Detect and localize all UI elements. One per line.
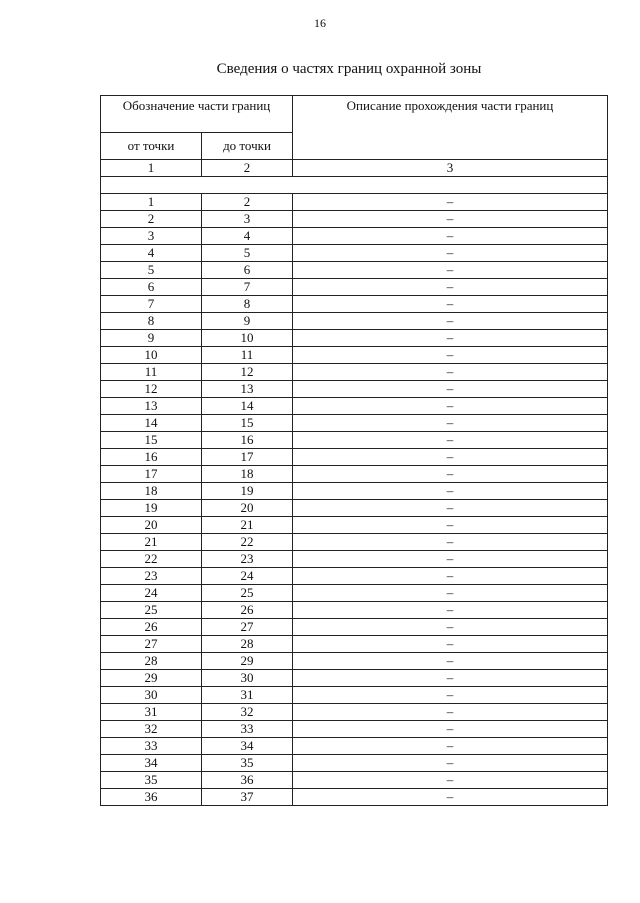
table-row (101, 551, 608, 568)
description-cell: – (293, 347, 608, 364)
table-row (101, 228, 608, 245)
from-point-cell: 8 (101, 313, 202, 330)
to-point-cell: 35 (202, 755, 293, 772)
description-cell: – (293, 245, 608, 262)
from-point-cell: 26 (101, 619, 202, 636)
description-cell: – (293, 517, 608, 534)
from-point-cell: 22 (101, 551, 202, 568)
to-point-cell: 37 (202, 789, 293, 806)
to-point-cell: 16 (202, 432, 293, 449)
description-cell: – (293, 194, 608, 211)
from-point-cell: 29 (101, 670, 202, 687)
to-point-cell: 32 (202, 704, 293, 721)
description-cell: – (293, 296, 608, 313)
description-cell: – (293, 381, 608, 398)
table-row (101, 466, 608, 483)
table-row (101, 619, 608, 636)
header-row-numbers (101, 160, 608, 177)
from-point-cell: 35 (101, 772, 202, 789)
description-cell: – (293, 704, 608, 721)
table-row (101, 245, 608, 262)
description-cell: – (293, 653, 608, 670)
to-point-cell: 26 (202, 602, 293, 619)
from-point-cell: 7 (101, 296, 202, 313)
description-cell: – (293, 262, 608, 279)
table-row (101, 432, 608, 449)
to-point-cell: 25 (202, 585, 293, 602)
table-row (101, 313, 608, 330)
to-point-cell: 15 (202, 415, 293, 432)
column-number-1: 1 (101, 160, 202, 177)
group-label-row (101, 177, 608, 194)
from-point-cell: 18 (101, 483, 202, 500)
from-point-cell: 23 (101, 568, 202, 585)
to-point-cell: 6 (202, 262, 293, 279)
to-point-cell: 4 (202, 228, 293, 245)
to-point-cell: 33 (202, 721, 293, 738)
description-cell: – (293, 500, 608, 517)
to-point-cell: 24 (202, 568, 293, 585)
from-point-cell: 6 (101, 279, 202, 296)
group-label (101, 177, 608, 194)
to-point-cell: 20 (202, 500, 293, 517)
table-row (101, 211, 608, 228)
table-row (101, 636, 608, 653)
table-row (101, 602, 608, 619)
column-number-2: 2 (202, 160, 293, 177)
table-row (101, 330, 608, 347)
column-number-3: 3 (293, 160, 608, 177)
to-point-cell: 36 (202, 772, 293, 789)
from-point-cell: 4 (101, 245, 202, 262)
table-row (101, 721, 608, 738)
table-row (101, 585, 608, 602)
to-point-cell: 9 (202, 313, 293, 330)
description-cell: – (293, 228, 608, 245)
from-point-cell: 19 (101, 500, 202, 517)
table-row (101, 483, 608, 500)
description-cell: – (293, 211, 608, 228)
from-point-cell: 16 (101, 449, 202, 466)
description-cell: – (293, 738, 608, 755)
to-point-cell: 2 (202, 194, 293, 211)
from-point-cell: 9 (101, 330, 202, 347)
to-point-cell: 34 (202, 738, 293, 755)
page-number: 16 (314, 16, 326, 30)
from-point-cell: 10 (101, 347, 202, 364)
from-point-cell: 20 (101, 517, 202, 534)
to-point-cell: 18 (202, 466, 293, 483)
table-row (101, 517, 608, 534)
to-point-cell: 23 (202, 551, 293, 568)
description-cell: – (293, 466, 608, 483)
table-row (101, 772, 608, 789)
table-row (101, 262, 608, 279)
table-row (101, 687, 608, 704)
table-row (101, 789, 608, 806)
from-point-cell: 11 (101, 364, 202, 381)
description-cell: – (293, 330, 608, 347)
from-point-cell: 31 (101, 704, 202, 721)
table-row (101, 704, 608, 721)
table-row (101, 653, 608, 670)
to-point-cell: 27 (202, 619, 293, 636)
table-row (101, 194, 608, 211)
table-row (101, 398, 608, 415)
table-row (101, 738, 608, 755)
to-point-cell: 17 (202, 449, 293, 466)
description-cell: – (293, 551, 608, 568)
header-description: Описание прохождения части границ (293, 96, 608, 160)
from-point-cell: 2 (101, 211, 202, 228)
to-point-cell: 13 (202, 381, 293, 398)
description-cell: – (293, 636, 608, 653)
from-point-cell: 13 (101, 398, 202, 415)
description-cell: – (293, 415, 608, 432)
description-cell: – (293, 721, 608, 738)
from-point-cell: 33 (101, 738, 202, 755)
from-point-cell: 25 (101, 602, 202, 619)
description-cell: – (293, 279, 608, 296)
to-point-cell: 14 (202, 398, 293, 415)
description-cell: – (293, 432, 608, 449)
description-cell: – (293, 313, 608, 330)
to-point-cell: 28 (202, 636, 293, 653)
description-cell: – (293, 755, 608, 772)
table-row (101, 415, 608, 432)
description-cell: – (293, 483, 608, 500)
from-point-cell: 24 (101, 585, 202, 602)
header-row-main (101, 96, 608, 133)
to-point-cell: 8 (202, 296, 293, 313)
header-to-point: до точки (202, 133, 293, 160)
table-row (101, 347, 608, 364)
description-cell: – (293, 789, 608, 806)
to-point-cell: 11 (202, 347, 293, 364)
table-row (101, 381, 608, 398)
description-cell: – (293, 602, 608, 619)
table-row (101, 296, 608, 313)
description-cell: – (293, 398, 608, 415)
table-row (101, 568, 608, 585)
description-cell: – (293, 449, 608, 466)
from-point-cell: 5 (101, 262, 202, 279)
to-point-cell: 30 (202, 670, 293, 687)
header-designation: Обозначение части границ (101, 96, 293, 133)
table-row (101, 755, 608, 772)
from-point-cell: 3 (101, 228, 202, 245)
to-point-cell: 29 (202, 653, 293, 670)
description-cell: – (293, 670, 608, 687)
to-point-cell: 21 (202, 517, 293, 534)
to-point-cell: 3 (202, 211, 293, 228)
description-cell: – (293, 619, 608, 636)
table-row (101, 364, 608, 381)
description-cell: – (293, 687, 608, 704)
to-point-cell: 7 (202, 279, 293, 296)
table-row (101, 534, 608, 551)
table-row (101, 500, 608, 517)
description-cell: – (293, 364, 608, 381)
from-point-cell: 12 (101, 381, 202, 398)
description-cell: – (293, 534, 608, 551)
from-point-cell: 28 (101, 653, 202, 670)
document-title: Сведения о частях границ охранной зоны (216, 61, 482, 77)
from-point-cell: 34 (101, 755, 202, 772)
to-point-cell: 31 (202, 687, 293, 704)
to-point-cell: 22 (202, 534, 293, 551)
to-point-cell: 5 (202, 245, 293, 262)
from-point-cell: 27 (101, 636, 202, 653)
table-row (101, 449, 608, 466)
from-point-cell: 30 (101, 687, 202, 704)
from-point-cell: 14 (101, 415, 202, 432)
description-cell: – (293, 568, 608, 585)
description-cell: – (293, 585, 608, 602)
to-point-cell: 12 (202, 364, 293, 381)
from-point-cell: 36 (101, 789, 202, 806)
description-cell: – (293, 772, 608, 789)
from-point-cell: 21 (101, 534, 202, 551)
table-row (101, 279, 608, 296)
from-point-cell: 15 (101, 432, 202, 449)
from-point-cell: 32 (101, 721, 202, 738)
to-point-cell: 10 (202, 330, 293, 347)
header-from-point: от точки (101, 133, 202, 160)
to-point-cell: 19 (202, 483, 293, 500)
from-point-cell: 1 (101, 194, 202, 211)
boundary-parts-table (100, 95, 608, 806)
from-point-cell: 17 (101, 466, 202, 483)
table-row (101, 670, 608, 687)
